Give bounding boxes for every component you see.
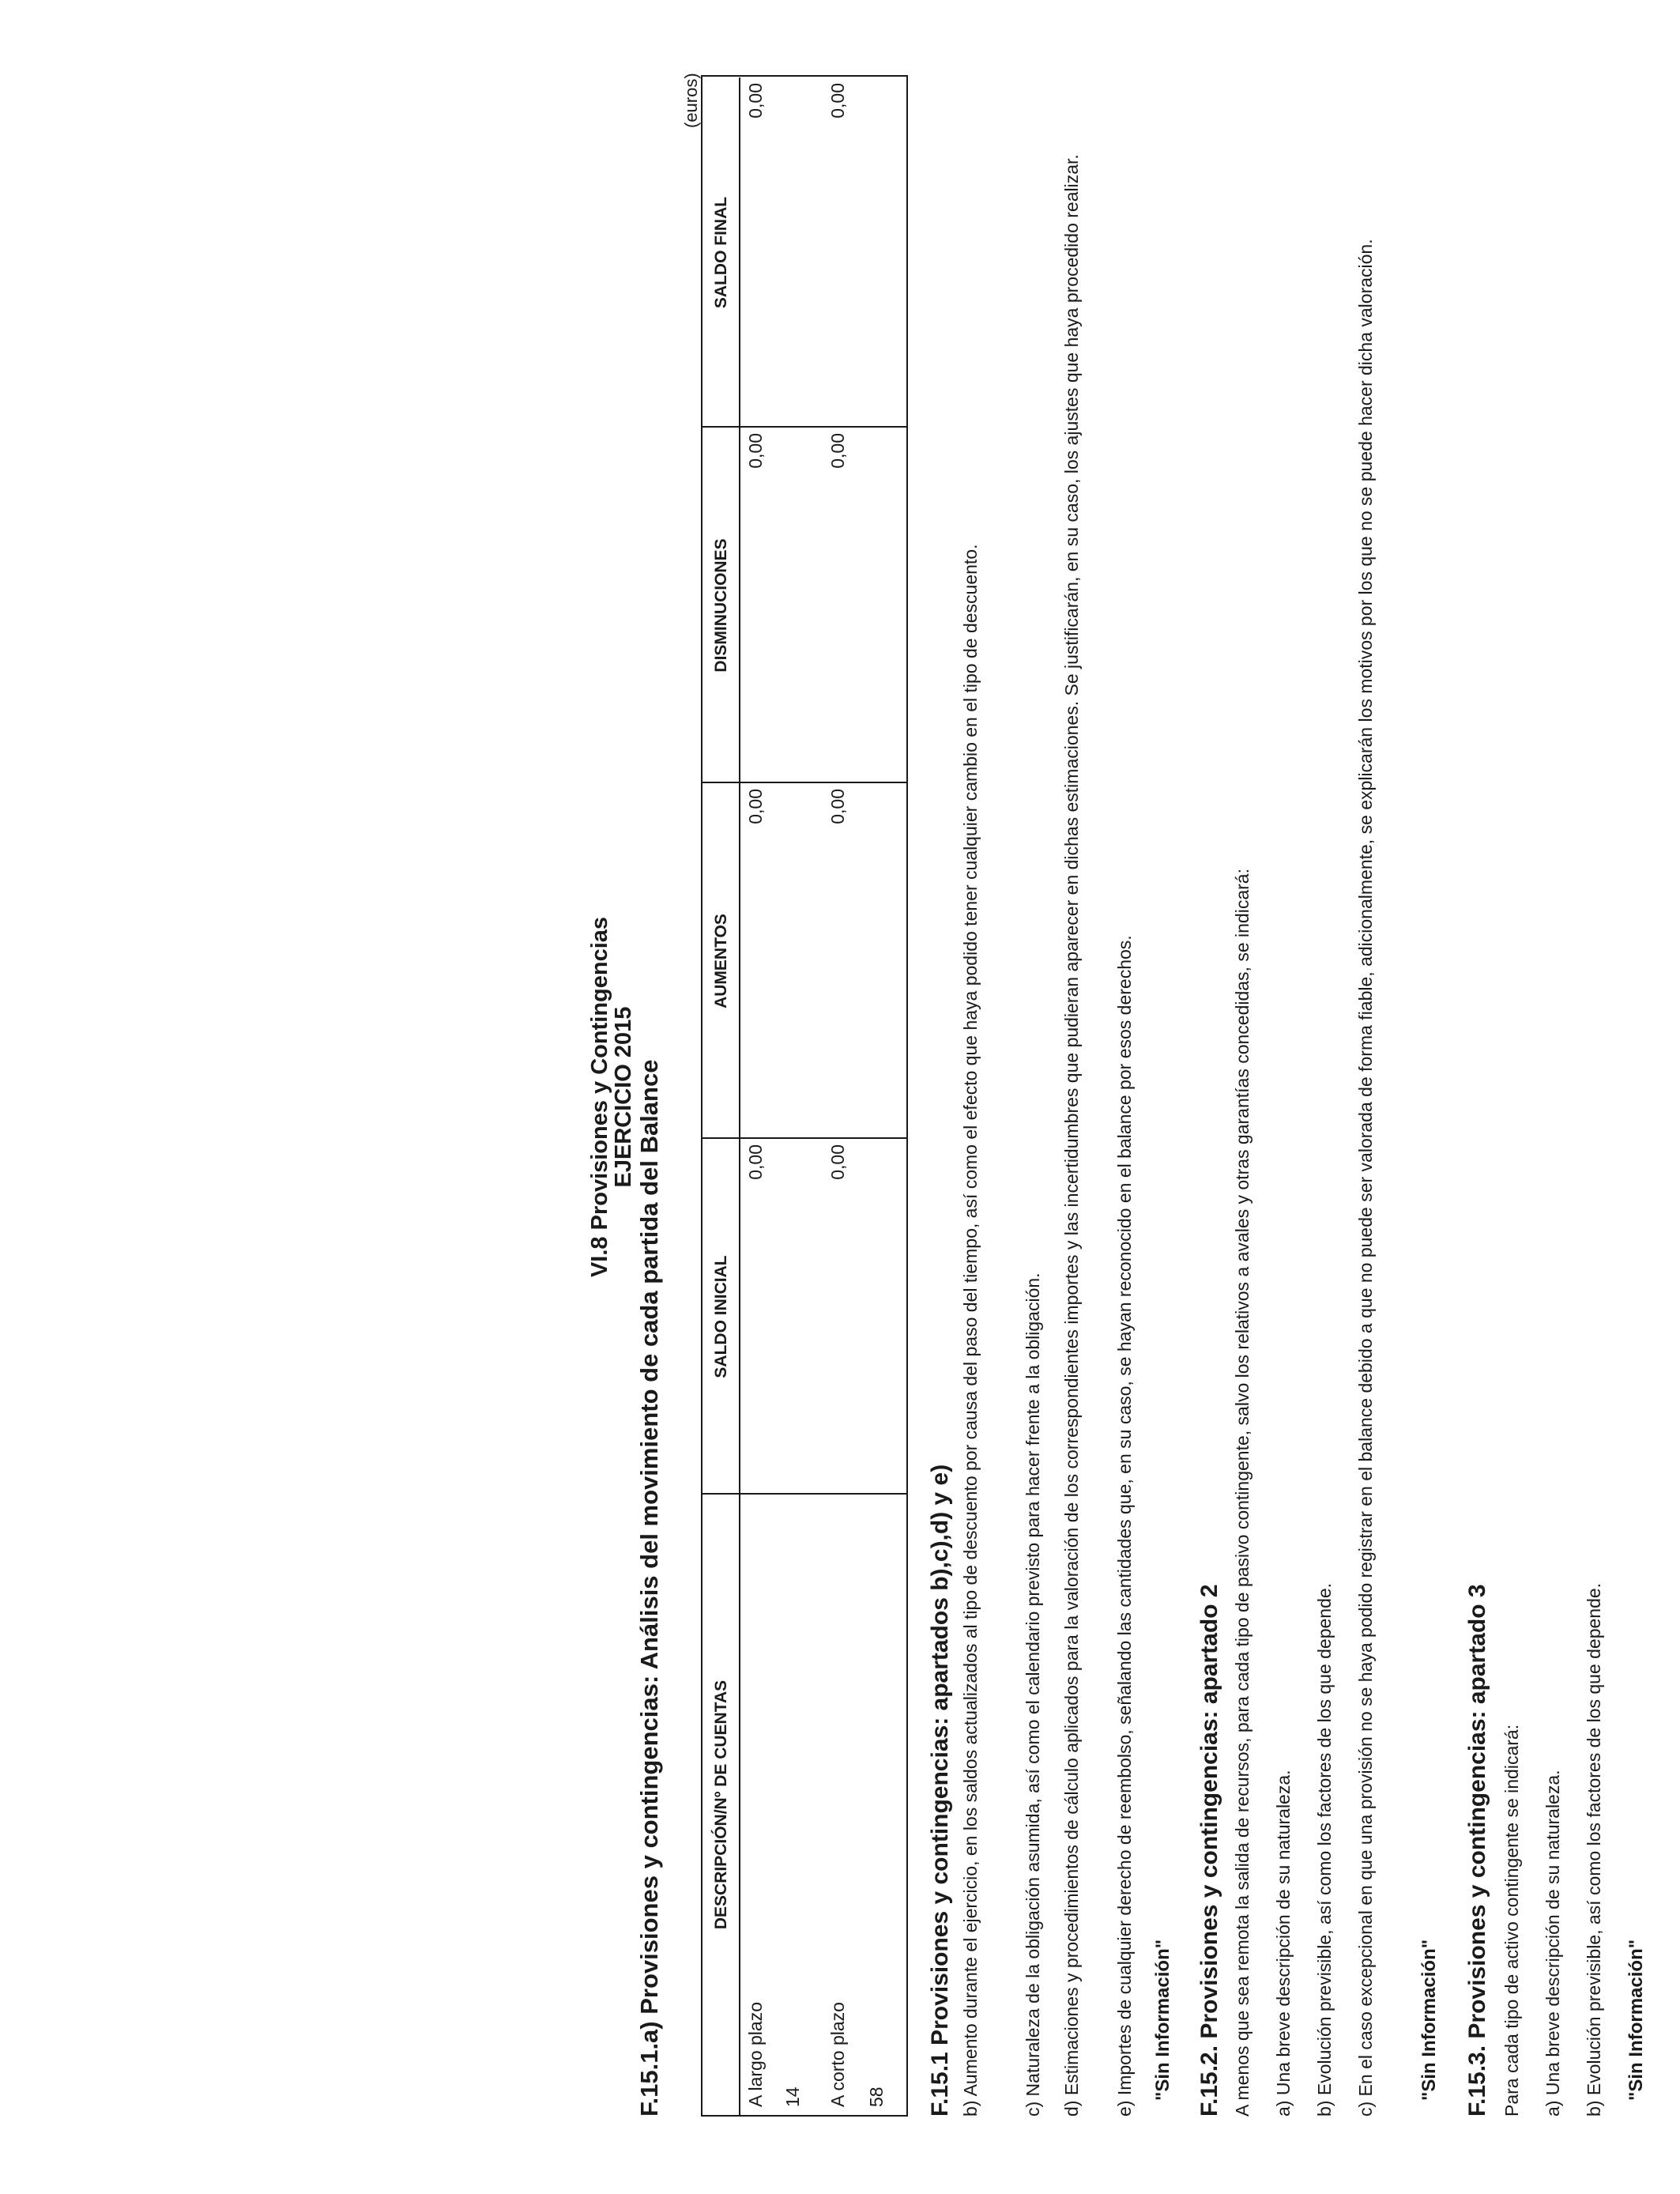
cell-saldo-inicial: 0,00	[827, 1144, 848, 1180]
row-label: A corto plazo	[827, 2002, 848, 2107]
provisions-table	[701, 75, 908, 2117]
cell-aumentos: 0,00	[827, 789, 848, 824]
column-divider	[703, 1137, 906, 1139]
paragraph-intro: A menos que sea remota la salida de recursos, para cada tipo de pasivo contingente, salvo los relativos a avales y otras garantías concedidas, se indicará:	[1232, 869, 1252, 2117]
table-title: F.15.1.a) Provisiones y contingencias: Análisis del movimiento de cada partida del Balance	[635, 1059, 663, 2117]
cell-disminuciones: 0,00	[745, 433, 766, 469]
column-divider	[703, 782, 906, 783]
paragraph-c: c) En el caso excepcional en que una provisión no se haya podido registrar en el balance debido a que no puede ser valorada de forma fiable, adicionalmente, se explicarán los motivos por los que no se puede hacer dicha valoración.	[1355, 239, 1376, 2117]
row-account: 14	[782, 2087, 803, 2107]
column-header-description: DESCRIPCIÓN/Nº DE CUENTAS	[703, 1495, 740, 2115]
column-header-saldo-inicial: SALDO INICIAL	[703, 1139, 740, 1495]
cell-aumentos: 0,00	[745, 789, 766, 824]
column-header-disminuciones: DISMINUCIONES	[703, 428, 740, 783]
column-header-saldo-final: SALDO FINAL	[703, 77, 740, 428]
paragraph-c: c) Naturaleza de la obligación asumida, así como el calendario previsto para hacer frente a la obligación.	[1023, 1272, 1043, 2117]
cell-disminuciones: 0,00	[827, 433, 848, 469]
paragraph-a: a) Una breve descripción de su naturaleza.	[1273, 1770, 1294, 2117]
cell-saldo-final: 0,00	[745, 83, 766, 119]
sin-informacion: "Sin Información"	[1625, 1939, 1647, 2101]
row-label: A largo plazo	[745, 2002, 766, 2107]
column-header-aumentos: AUMENTOS	[703, 783, 740, 1139]
section-title: F.15.3. Provisiones y contingencias: apartado 3	[1464, 1584, 1490, 2117]
paragraph-b: b) Evolución previsible, así como los factores de los que depende.	[1314, 1582, 1335, 2117]
page-subtitle: EJERCICIO 2015	[611, 1006, 636, 1188]
section-title: F.15.1 Provisiones y contingencias: apartados b),c),d) y e)	[927, 1464, 953, 2117]
paragraph-b: b) Aumento durante el ejercicio, en los saldos actualizados al tipo de descuento por causa del paso del tiempo, así como el efecto que haya podido tener cualquier cambio en el tipo de descuento.	[960, 544, 981, 2117]
sin-informacion: "Sin Información"	[1418, 1939, 1440, 2101]
sin-informacion: "Sin Información"	[1152, 1939, 1173, 2101]
cell-saldo-final: 0,00	[827, 83, 848, 119]
unit-label: (euros)	[681, 73, 701, 128]
column-divider	[703, 426, 906, 428]
paragraph-d: d) Estimaciones y procedimientos de cálculo aplicados para la valoración de los correspondientes importes y las incertidumbres que pudieran aparecer en dichas estimaciones. Se justificarán, en su caso, los ajustes que haya procedido realizar.	[1061, 154, 1082, 2117]
paragraph-intro: Para cada tipo de activo contingente se indicará:	[1501, 1724, 1522, 2117]
section-title: F.15.2. Provisiones y contingencias: apartado 2	[1196, 1584, 1222, 2117]
row-account: 58	[866, 2087, 887, 2107]
cell-saldo-inicial: 0,00	[745, 1144, 766, 1180]
column-divider	[703, 1493, 906, 1495]
paragraph-b: b) Evolución previsible, así como los factores de los que depende.	[1584, 1582, 1604, 2117]
paragraph-a: a) Una breve descripción de su naturaleza.	[1543, 1770, 1563, 2117]
page-title: VI.8 Provisiones y Contingencias	[587, 916, 612, 1278]
paragraph-e: e) Importes de cualquier derecho de reembolso, señalando las cantidades que, en su caso, se hayan reconocido en el balance por esos derechos.	[1114, 935, 1135, 2117]
